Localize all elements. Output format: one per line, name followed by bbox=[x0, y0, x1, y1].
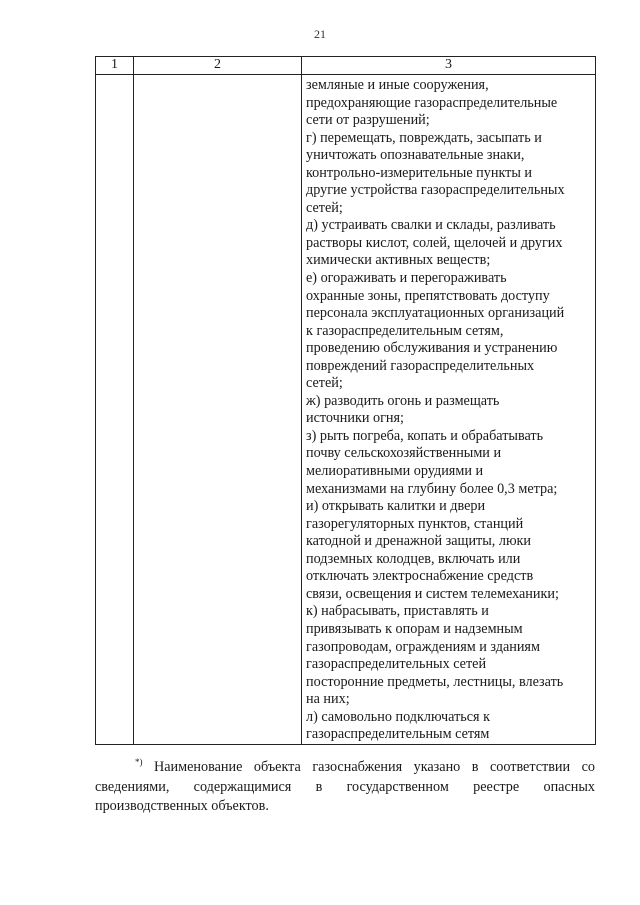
text-line: з) рыть погреба, копать и обрабатывать bbox=[306, 427, 544, 444]
table-header-row bbox=[96, 57, 596, 75]
header-col-1: 1 bbox=[96, 57, 134, 75]
text-line: предохраняющие газораспределительные bbox=[306, 94, 558, 111]
footnote-line-1 bbox=[95, 758, 595, 778]
text-line: сетей; bbox=[306, 199, 343, 216]
text-line: газорегуляторных пунктов, станций bbox=[306, 515, 524, 532]
text-line: л) самовольно подключаться к bbox=[306, 708, 491, 725]
table bbox=[95, 56, 596, 745]
text-line: проведению обслуживания и устранению bbox=[306, 340, 558, 357]
cell-col-1 bbox=[96, 75, 134, 745]
text-line: газопроводам, ограждениям и зданиям bbox=[306, 638, 540, 655]
text-line: отключать электроснабжение средств bbox=[306, 568, 534, 585]
text-line: сети от разрушений; bbox=[306, 112, 430, 129]
regulation-table bbox=[95, 56, 595, 743]
text-line: источники огня; bbox=[306, 410, 404, 427]
text-line: связи, освещения и систем телемеханики; bbox=[306, 585, 559, 602]
text-line: ж) разводить огонь и размещать bbox=[306, 392, 500, 409]
text-line: на них; bbox=[306, 691, 350, 708]
text-line: привязывать к опорам и надземным bbox=[306, 620, 523, 637]
text-line: мелиоративными орудиями и bbox=[306, 463, 484, 480]
header-col-2: 2 bbox=[134, 57, 302, 75]
text-line: к) набрасывать, приставлять и bbox=[306, 603, 489, 620]
text-line: контрольно-измерительные пункты и bbox=[306, 164, 533, 181]
text-line: растворы кислот, солей, щелочей и других bbox=[306, 234, 563, 251]
footnote-marker: *) bbox=[135, 757, 143, 767]
footnote bbox=[95, 758, 595, 817]
text-line: катодной и дренажной защиты, люки bbox=[306, 533, 532, 550]
text-line: г) перемещать, повреждать, засыпать и bbox=[306, 129, 542, 146]
page-number: 21 bbox=[314, 27, 326, 41]
text-line: другие устройства газораспределительных bbox=[306, 182, 565, 199]
text-line: персонала эксплуатационных организаций bbox=[306, 305, 565, 322]
cell-col-3 bbox=[302, 75, 596, 745]
footnote-line-2: сведениями, содержащимися в государственном реестре опасных bbox=[95, 778, 595, 795]
table-row bbox=[96, 75, 596, 745]
text-line: уничтожать опознавательные знаки, bbox=[306, 147, 525, 164]
header-col-3: 3 bbox=[302, 57, 596, 75]
text-line: охранные зоны, препятствовать доступу bbox=[306, 287, 550, 304]
footnote-line-3: производственных объектов. bbox=[95, 798, 269, 814]
text-line: повреждений газораспределительных bbox=[306, 357, 535, 374]
footnote-text: Наименование объекта газоснабжения указано в соответствии со bbox=[154, 759, 595, 775]
text-line: газораспределительным сетям bbox=[306, 726, 490, 743]
text-line: механизмами на глубину более 0,3 метра; bbox=[306, 480, 558, 497]
text-line: посторонние предметы, лестницы, влезать bbox=[306, 673, 564, 690]
cell-col-2 bbox=[134, 75, 302, 745]
text-line: к газораспределительным сетям, bbox=[306, 322, 504, 339]
text-line: и) открывать калитки и двери bbox=[306, 498, 486, 515]
text-line: подземных колодцев, включать или bbox=[306, 550, 521, 567]
text-line: химически активных веществ; bbox=[306, 252, 491, 269]
text-line: газораспределительных сетей bbox=[306, 656, 487, 673]
text-line: д) устраивать свалки и склады, разливать bbox=[306, 217, 556, 234]
text-line: почву сельскохозяйственными и bbox=[306, 445, 502, 462]
text-line: земляные и иные сооружения, bbox=[306, 77, 489, 93]
text-line: сетей; bbox=[306, 375, 343, 392]
text-line: е) огораживать и перегораживать bbox=[306, 270, 507, 287]
